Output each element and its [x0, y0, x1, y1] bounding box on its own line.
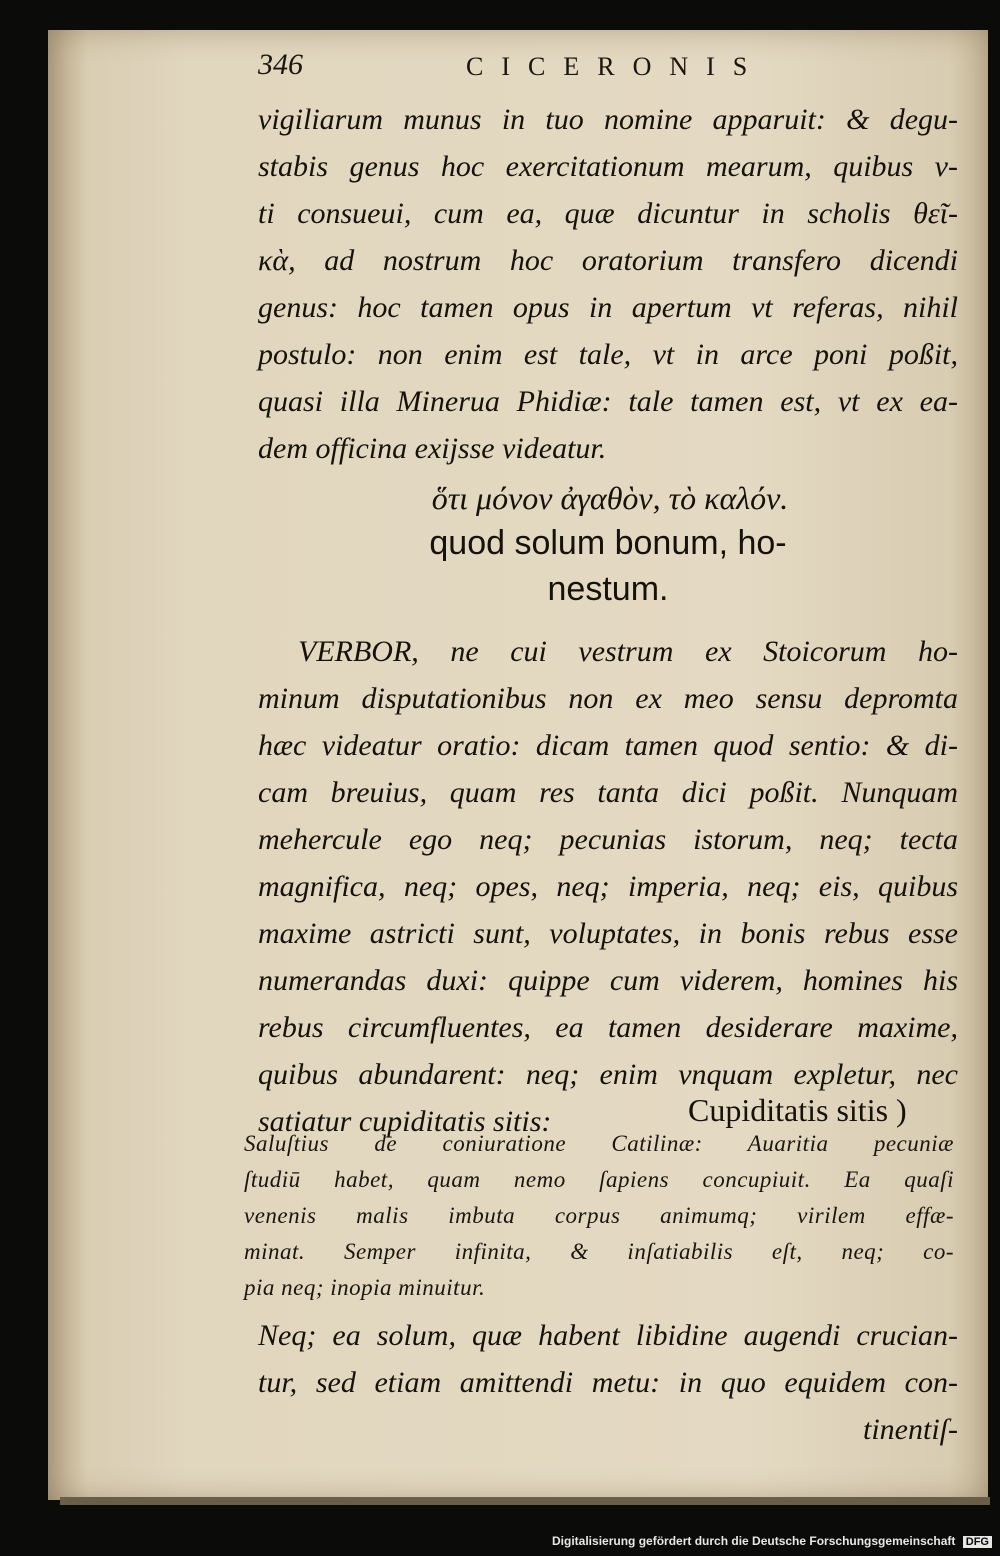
text-line: tur, sed etiam amittendi metu: in quo equidem con-	[258, 1366, 958, 1399]
footnote-line: pia neq; inopia minuitur.	[244, 1275, 486, 1300]
paragraph-3	[258, 1312, 958, 1453]
footnote-line: ſtudiū habet, quam nemo ſapiens concupiuit. Ea quaſi	[244, 1167, 954, 1192]
text-line: quibus abundarent: neq; enim vnquam expletur, nec	[258, 1058, 958, 1091]
footnote-line: venenis malis imbuta corpus animumq; virilem effæ-	[244, 1203, 954, 1228]
text-line: satiatur cupiditatis sitis:	[258, 1105, 552, 1138]
latin-heading-line: nestum.	[547, 570, 669, 608]
page-number: 346	[258, 48, 303, 81]
dfg-logo: DFG	[963, 1536, 992, 1548]
latin-heading-line: quod solum bonum, ho-	[429, 524, 787, 562]
text-line: numerandas duxi: quippe cum viderem, homines his	[258, 964, 958, 997]
digitization-credit	[552, 1534, 992, 1548]
text-line: dem officina exijsse videatur.	[258, 432, 607, 465]
footnote	[244, 1126, 954, 1306]
marginal-note: Cupiditatis sitis )	[688, 1092, 907, 1128]
text-line: vigiliarum munus in tuo nomine apparuit: & degu-	[258, 103, 958, 136]
page-bottom-edge	[60, 1497, 990, 1505]
text-line: κὰ, ad nostrum hoc oratorium transfero dicendi	[258, 244, 958, 277]
paragraph-1	[258, 96, 958, 472]
footnote-line: Saluſtius de coniuratione Catilinæ: Auaritia pecuniæ	[244, 1131, 954, 1156]
text-line: minum disputationibus non ex meo sensu depromta	[258, 682, 958, 715]
text-line: VERBOR, ne cui vestrum ex Stoicorum ho-	[298, 635, 958, 668]
text-line: hæc videatur oratio: dicam tamen quod sentio: & di-	[258, 729, 958, 762]
text-line: Neq; ea solum, quæ habent libidine augendi crucian-	[258, 1319, 958, 1352]
text-line: ti consueui, cum ea, quæ dicuntur in scholis θεῖ-	[258, 197, 958, 230]
text-line: mehercule ego neq; pecunias istorum, neq; tecta	[258, 823, 958, 856]
text-line: magnifica, neq; opes, neq; imperia, neq; eis, quibus	[258, 870, 958, 903]
text-line: stabis genus hoc exercitationum mearum, quibus v-	[258, 150, 958, 183]
text-line: maxime astricti sunt, voluptates, in bonis rebus esse	[258, 917, 958, 950]
text-line: quasi illa Minerua Phidiæ: tale tamen est, vt ex ea-	[258, 385, 958, 418]
greek-heading: ὅτι μόνον ἀγαθὸν, τὸ καλόν.	[431, 480, 789, 516]
catchword: tinentiſ-	[863, 1413, 958, 1446]
credit-text: Digitalisierung gefördert durch die Deutsche Forschungsgemeinschaft	[552, 1534, 956, 1548]
text-line: rebus circumfluentes, ea tamen desiderare maxime,	[258, 1011, 958, 1044]
paragraph-2	[258, 628, 958, 1145]
running-title: CICERONIS	[466, 52, 766, 81]
text-line: cam breuius, quam res tanta dici poßit. Nunquam	[258, 776, 958, 809]
text-line: postulo: non enim est tale, vt in arce poni poßit,	[258, 338, 958, 371]
text-line: genus: hoc tamen opus in apertum vt referas, nihil	[258, 291, 958, 324]
page-header	[258, 48, 958, 88]
footnote-line: minat. Semper infinita, & inſatiabilis eſt, neq; co-	[244, 1239, 954, 1264]
latin-heading	[398, 520, 818, 612]
